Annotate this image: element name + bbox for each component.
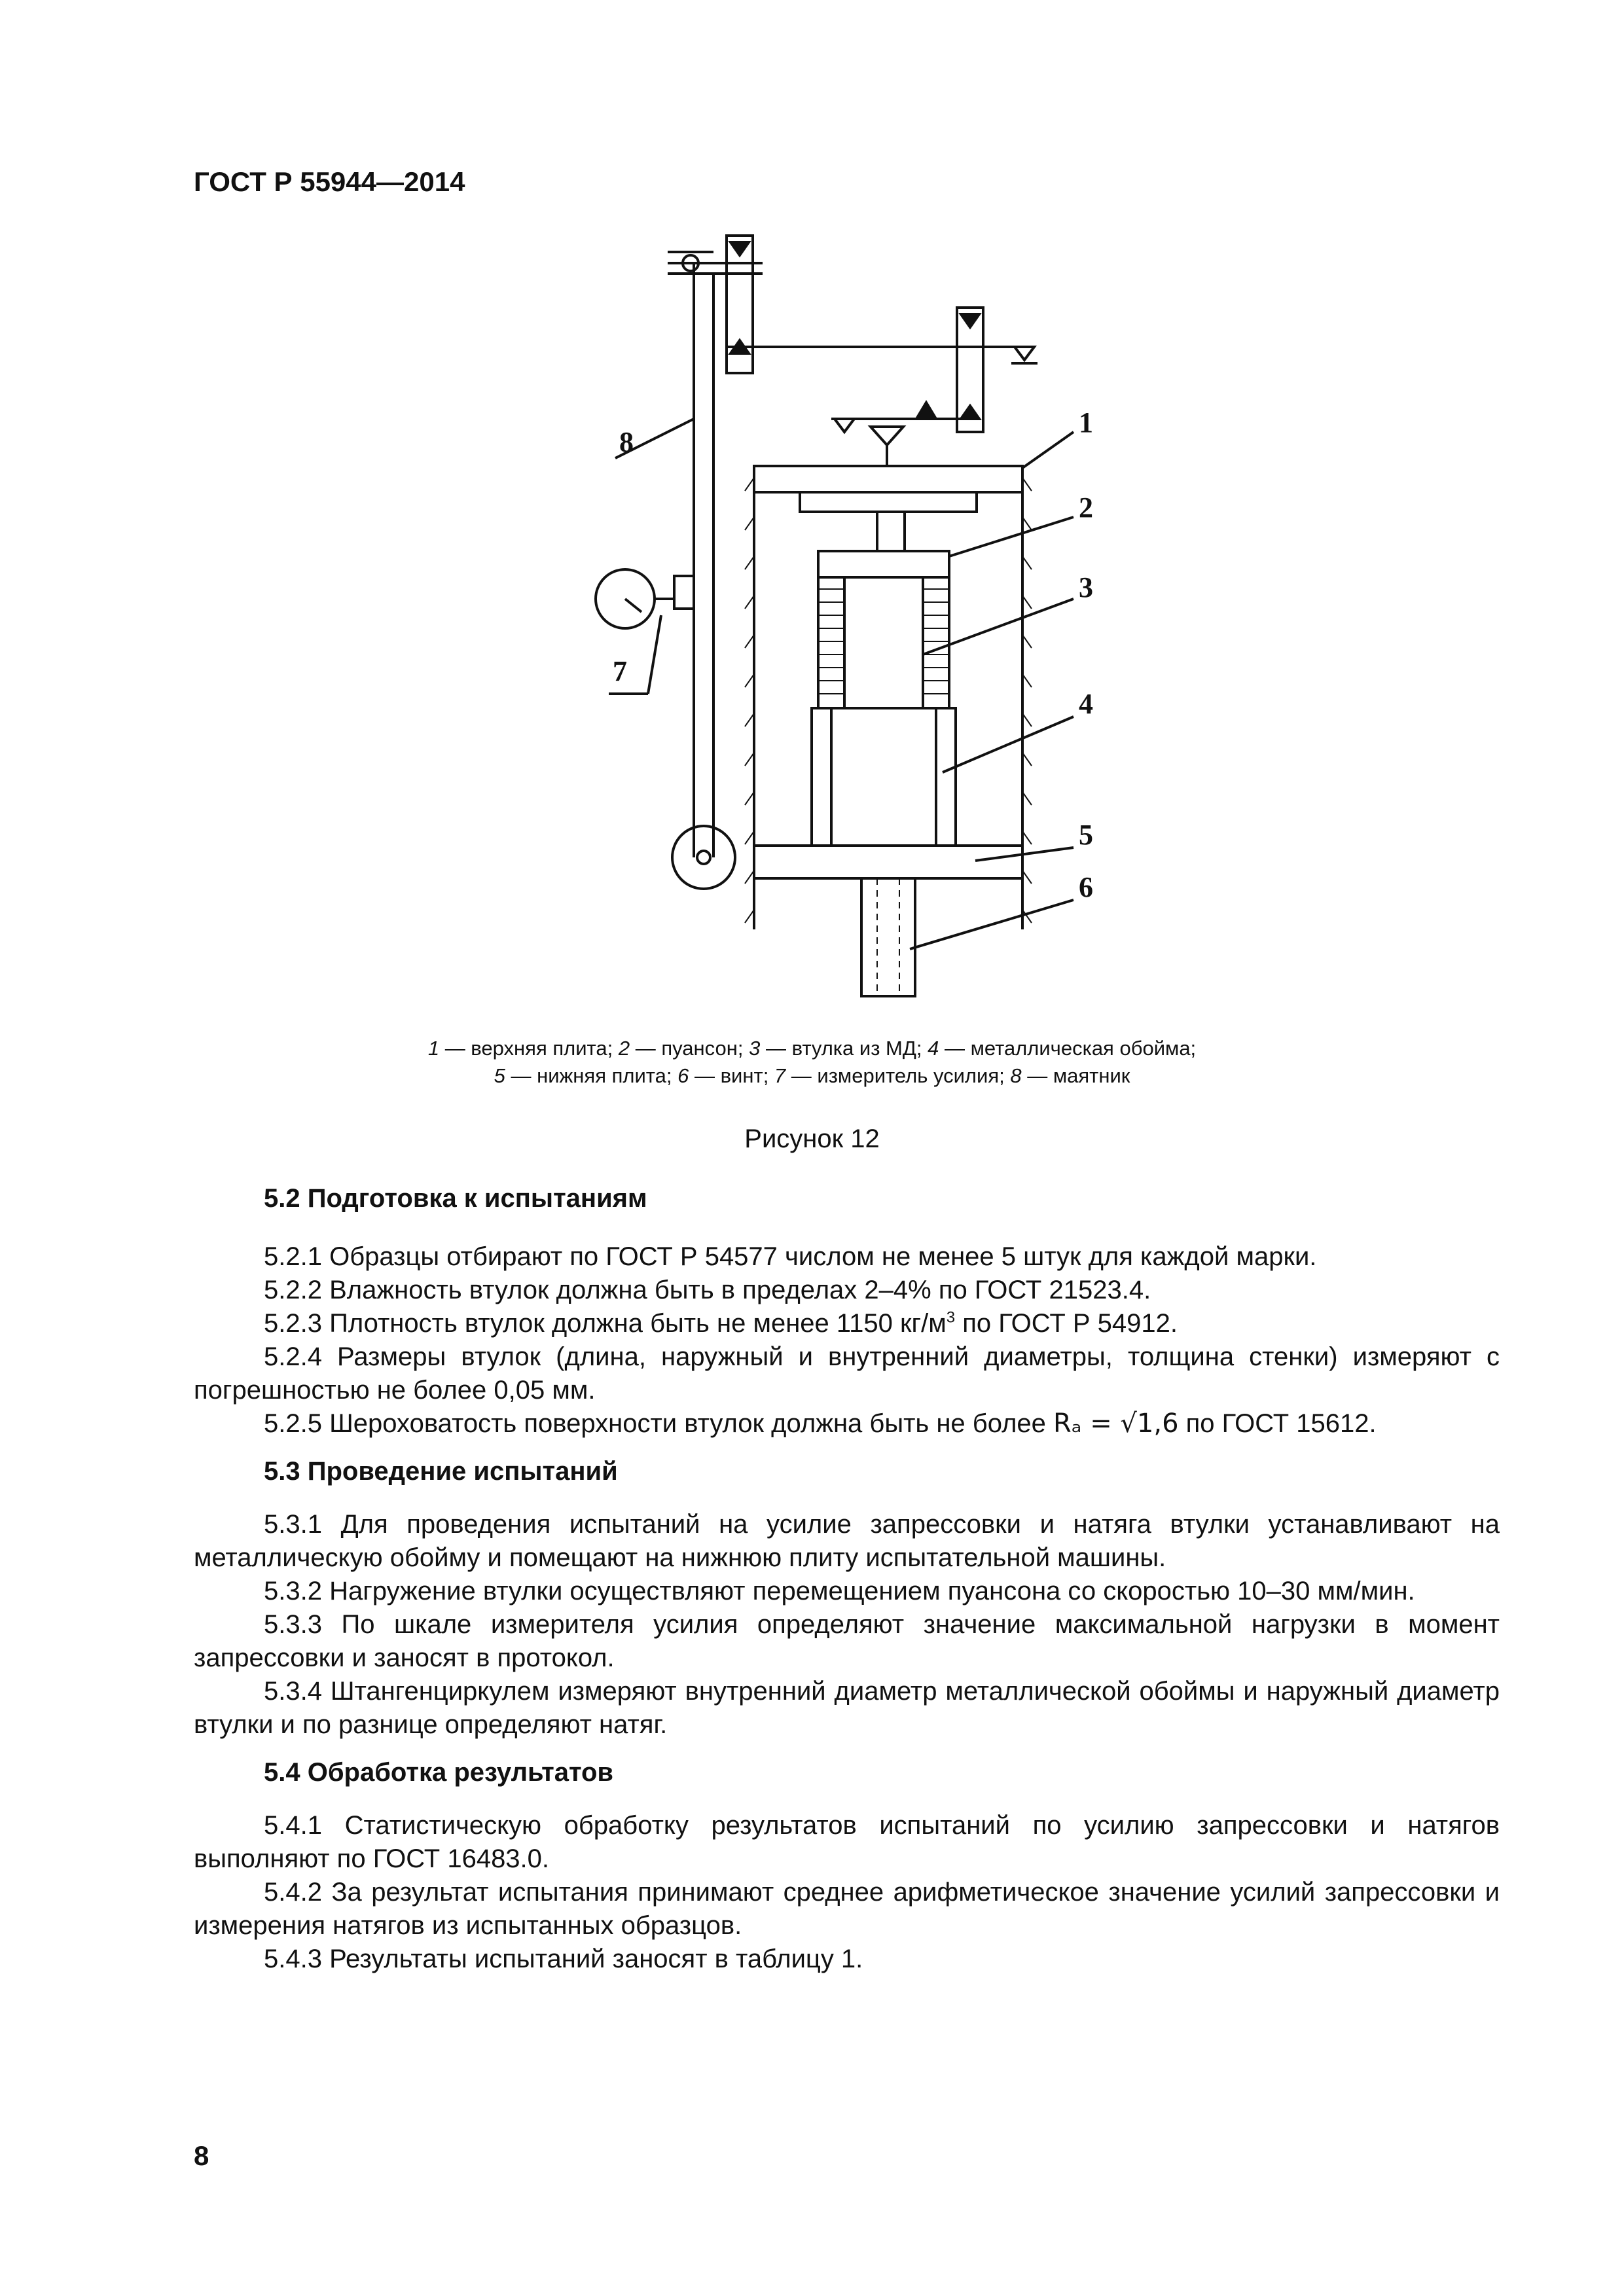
caption2-num-2: 7 [774,1064,786,1087]
figure-label-4: 4 [1079,688,1093,720]
caption2-num-3: 8 [1010,1064,1022,1087]
caption2-text-0: — нижняя плита; [505,1064,678,1087]
caption2-text-1: — винт; [689,1064,774,1087]
paragraph-5-4-1: 5.4.1 Статистическую обработку результатов испытаний по усилию запрессовки и натягов выполняют по ГОСТ 16483.0. [194,1811,1500,1873]
paragraph-5-3-1: 5.3.1 Для проведения испытаний на усилие запрессовки и натяга втулки устанавливают на металлическую обойму и помещают на нижнюю плиту испытательной машины. [194,1510,1500,1572]
figure-label-2: 2 [1079,492,1093,524]
paragraph-5-4-2: 5.4.2 За результат испытания принимают среднее арифметическое значение усилий запрессовки и измерения натягов из испытанных образцов. [194,1878,1500,1940]
paragraph-5-3-4: 5.3.4 Штангенциркулем измеряют внутренний диаметр металлической обоймы и наружный диаметр втулки и по разнице определяют натяг. [194,1677,1500,1739]
caption2-text-3: — маятник [1021,1064,1130,1087]
caption1-num-0: 1 [427,1037,440,1060]
paragraph-5-2-4: 5.2.4 Размеры втулок (длина, наружный и внутренний диаметры, толщина стенки) измеряют с погрешностью не более 0,05 мм. [194,1342,1500,1405]
figure-label-5: 5 [1079,819,1093,851]
figure-label-6: 6 [1079,871,1093,903]
section-heading-5-4: 5.4 Обработка результатов [264,1758,614,1787]
caption1-text-0: — верхняя плита; [439,1037,619,1060]
roughness-formula: Rₐ = √1,6 [1053,1408,1179,1439]
caption2-num-1: 6 [677,1064,689,1087]
caption1-text-3: — металлическая обойма; [939,1037,1197,1060]
paragraph-5-2-3: 5.2.3 Плотность втулок должна быть не менее 1150 $кг/м^3$ по ГОСТ Р 54912. [264,1308,1178,1338]
section-heading-5-3: 5.3 Проведение испытаний [264,1457,618,1486]
caption1-text-1: — пуансон; [630,1037,749,1060]
section-5-2 [194,1182,1500,1976]
document-header: ГОСТ Р 55944—2014 [194,166,465,197]
caption1-num-3: 4 [928,1037,939,1060]
caption1-text-2: — втулка из МД; [760,1037,928,1060]
figure-12-diagram [0,0,1624,1047]
figure-caption-line-1 [0,1037,1624,1060]
paragraph-5-2-1: 5.2.1 Образцы отбирают по ГОСТ Р 54577 числом не менее 5 штук для каждой марки. [264,1242,1317,1271]
paragraph-5-3-2: 5.3.2 Нагружение втулки осуществляют перемещением пуансона со скоростью 10–30 мм/мин. [264,1577,1415,1605]
caption1-num-1: 2 [618,1037,630,1060]
caption1-num-2: 3 [749,1037,761,1060]
paragraph-5-3-3: 5.3.3 По шкале измерителя усилия определяют значение максимальной нагрузки в момент запрессовки и заносят в протокол. [194,1610,1500,1672]
figure-label-7: 7 [613,655,627,687]
figure-caption-line-2 [0,1064,1624,1088]
figure-label-3: 3 [1079,571,1093,603]
caption2-num-0: 5 [494,1064,505,1087]
page-number: 8 [194,2140,209,2171]
paragraph-5-2-2: 5.2.2 Влажность втулок должна быть в пределах 2–4% по ГОСТ 21523.4. [264,1276,1151,1304]
paragraph-5-4-3: 5.4.3 Результаты испытаний заносят в таблицу 1. [264,1945,863,1973]
paragraph-5-2-5: 5.2.5 Шероховатость поверхности втулок должна быть не более Rₐ = √1,6 по ГОСТ 15612. [264,1408,1377,1439]
caption2-text-2: — измеритель усилия; [785,1064,1011,1087]
figure-label-8: 8 [619,426,634,458]
section-heading-5-2: 5.2 Подготовка к испытаниям [264,1184,647,1213]
figure-label-1: 1 [1079,406,1093,439]
figure-title: Рисунок 12 [744,1124,880,1153]
